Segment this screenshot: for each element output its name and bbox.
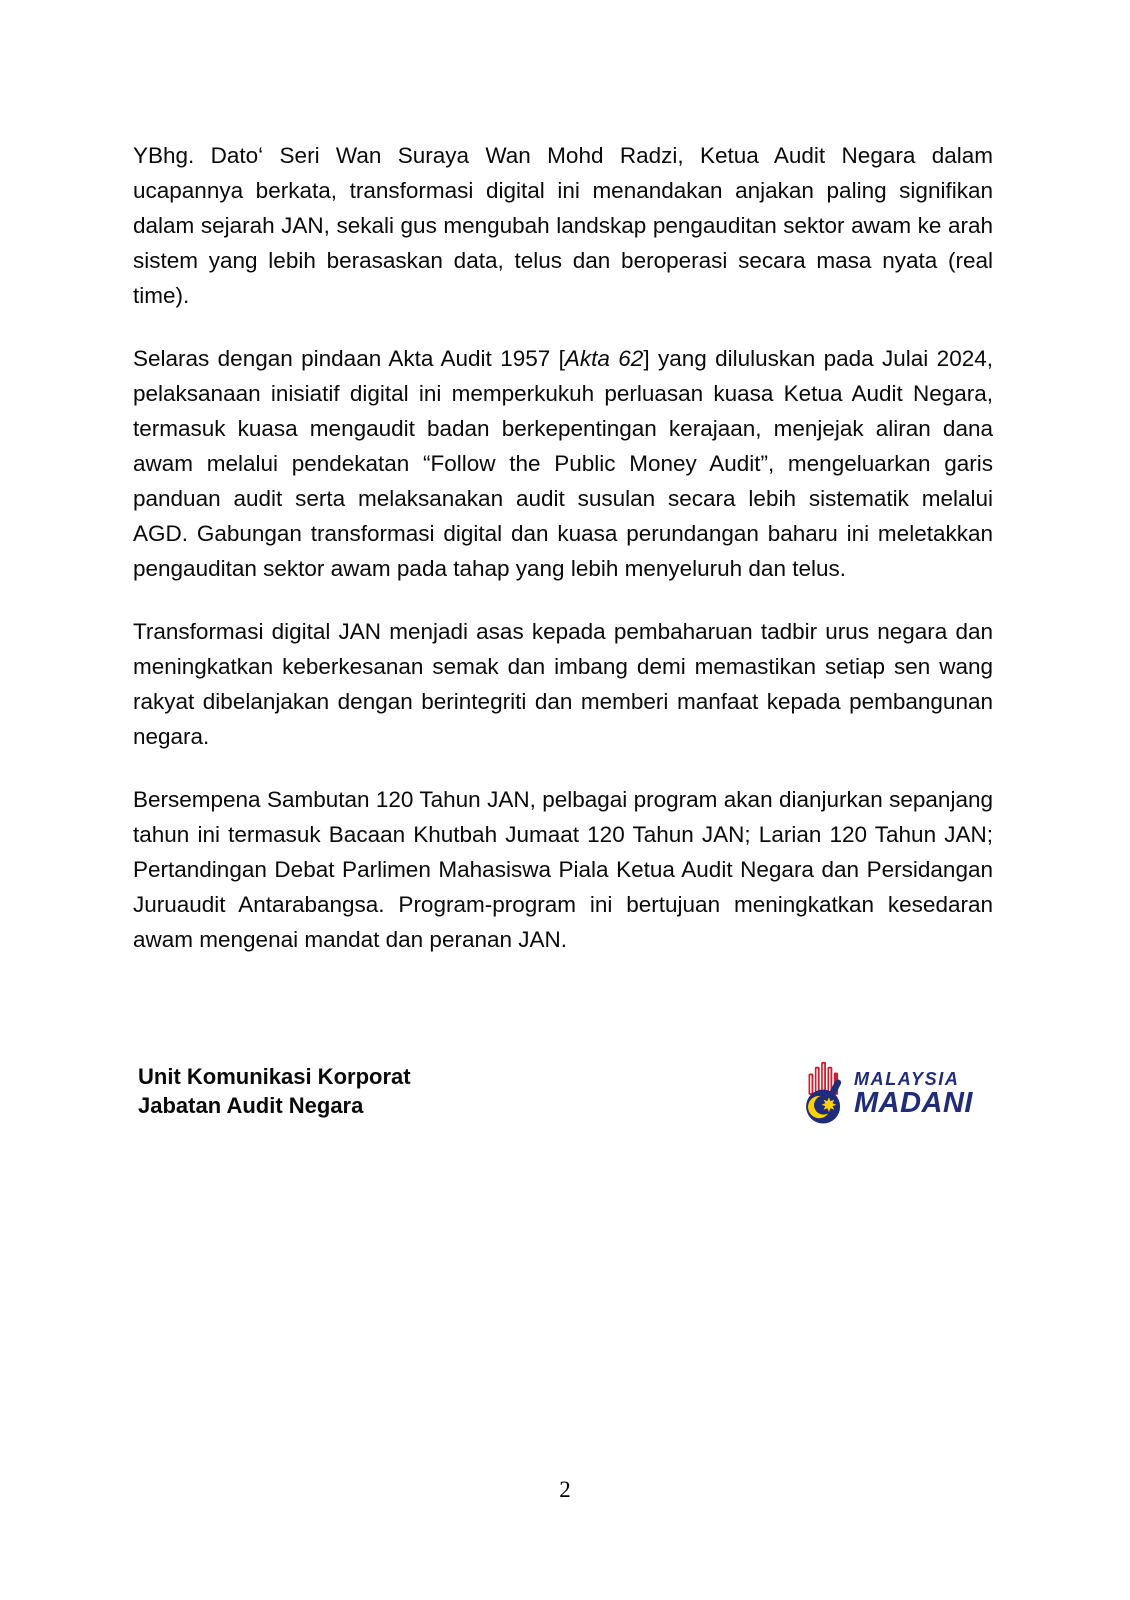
act-reference-italic: Akta 62 — [564, 346, 644, 371]
madani-hand-icon — [803, 1057, 849, 1125]
signature-unit: Unit Komunikasi Korporat — [138, 1064, 411, 1089]
paragraph-1: YBhg. Dato‘ Seri Wan Suraya Wan Mohd Radzi, Ketua Audit Negara dalam ucapannya berkata, transformasi digital ini menandakan anjakan paling signifikan dalam sejarah JAN, sekali gus mengubah landskap pengauditan sektor awam ke arah sistem yang lebih berasaskan data, telus dan beroperasi secara masa nyata (real time). — [133, 143, 993, 308]
signature-row — [133, 1057, 993, 1125]
page-number: 2 — [559, 1477, 571, 1502]
logo-text-malaysia: MALAYSIA — [854, 1069, 960, 1089]
paragraph-2 — [133, 341, 993, 586]
paragraph-2-text-after: ] yang diluluskan pada Julai 2024, pelaksanaan inisiatif digital ini memperkukuh perluasan kuasa Ketua Audit Negara, termasuk kuasa mengaudit badan berkepentingan kerajaan, menjejak aliran dana awam melalui pendekatan “Follow the Public Money Audit”, mengeluarkan garis panduan audit serta melaksanakan audit susulan secara lebih sistematik melalui AGD. Gabungan transformasi digital dan kuasa perundangan baharu ini meletakkan pengauditan sektor awam pada tahap yang lebih menyeluruh dan telus. — [133, 346, 993, 581]
signature-block — [133, 1062, 411, 1120]
signature-department: Jabatan Audit Negara — [138, 1093, 364, 1118]
logo-wordmark — [854, 1070, 973, 1125]
document-body — [133, 138, 993, 1125]
logo-text-madani: MADANI — [854, 1087, 973, 1119]
malaysia-madani-logo — [803, 1057, 973, 1125]
paragraph-3: Transformasi digital JAN menjadi asas kepada pembaharuan tadbir urus negara dan meningkatkan keberkesanan semak dan imbang demi memastikan setiap sen wang rakyat dibelanjakan dengan berintegriti dan memberi manfaat kepada pembangunan negara. — [133, 619, 993, 749]
paragraph-4: Bersempena Sambutan 120 Tahun JAN, pelbagai program akan dianjurkan sepanjang tahun ini termasuk Bacaan Khutbah Jumaat 120 Tahun JAN; Larian 120 Tahun JAN; Pertandingan Debat Parlimen Mahasiswa Piala Ketua Audit Negara dan Persidangan Juruaudit Antarabangsa. Program-program ini bertujuan meningkatkan kesedaran awam mengenai mandat dan peranan JAN. — [133, 787, 993, 952]
paragraph-2-text-before: Selaras dengan pindaan Akta Audit 1957 [ — [133, 346, 565, 371]
